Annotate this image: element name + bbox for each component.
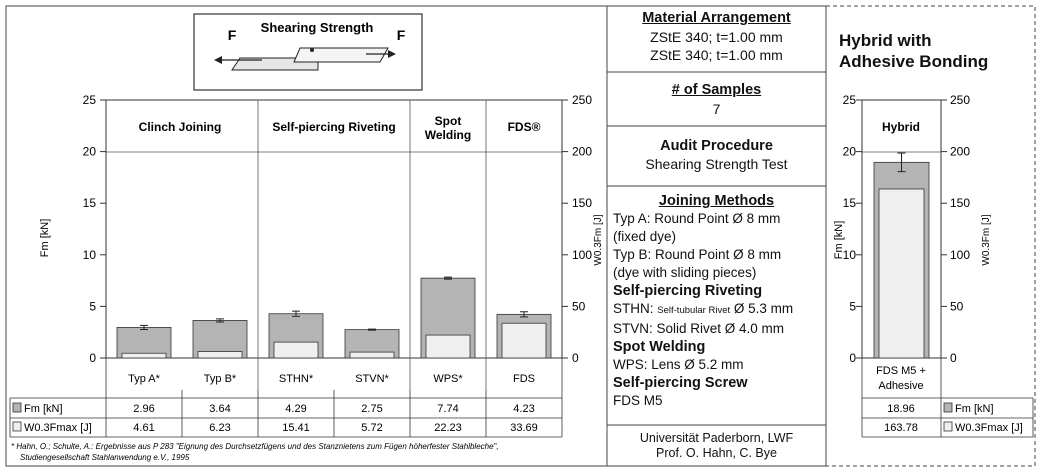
- bar-w0-3fmax: [426, 335, 470, 358]
- hybrid-row2-label: W0.3Fmax [J]: [955, 422, 1023, 434]
- clinch-a: Typ A: Round Point Ø 8 mm: [613, 211, 781, 226]
- sthn-small: Self-tubular Rivet: [657, 305, 731, 316]
- hybrid-w-value: 163.78: [884, 422, 918, 434]
- category-label: FDS: [513, 373, 535, 385]
- right-tick-label: 250: [572, 93, 593, 107]
- left-tick-label: 25: [82, 93, 96, 107]
- hybrid-heading-line2: Adhesive Bonding: [839, 52, 989, 71]
- group-label-fds: FDS®: [507, 120, 541, 134]
- right-tick-label: 100: [572, 247, 593, 262]
- credit-line1: Universität Paderborn, LWF: [639, 431, 794, 445]
- right-tick-label: 150: [572, 196, 593, 211]
- table-row2-label: W0.3Fmax [J]: [24, 422, 92, 434]
- footnote-line2: Studiengesellschaft Stahlanwendung e.V., 1995: [20, 453, 190, 462]
- credit-line2: Prof. O. Hahn, C. Bye: [656, 446, 777, 460]
- hybrid-group-label: Hybrid: [881, 120, 921, 134]
- category-label: WPS*: [433, 373, 463, 385]
- main-left-axis-label: Fm [kN]: [39, 218, 51, 258]
- screw-title: Self-piercing Screw: [613, 375, 748, 391]
- spr-title: Self-piercing Riveting: [613, 283, 763, 299]
- clinch-b: Typ B: Round Point Ø 8 mm: [613, 247, 782, 262]
- main-right-axis-label: W0.3Fm [J]: [593, 214, 604, 266]
- left-tick-label: 25: [842, 93, 856, 107]
- left-tick-label: 15: [842, 196, 856, 211]
- wps-line: WPS: Lens Ø 5.2 mm: [613, 357, 744, 372]
- legend-fm-swatch: [13, 403, 21, 412]
- right-tick-label: 200: [950, 144, 971, 159]
- left-tick-label: 0: [89, 351, 96, 365]
- samples-title: # of Samples: [671, 82, 762, 98]
- sthn-suffix: Ø 5.3 mm: [730, 301, 794, 316]
- table-w-value: 5.72: [361, 422, 383, 434]
- hybrid-left-ticks: [843, 93, 862, 365]
- methods-title: Joining Methods: [658, 193, 775, 209]
- left-tick-label: 20: [842, 144, 856, 159]
- bar-w0-3fmax: [502, 323, 546, 358]
- samples-value: 7: [712, 101, 721, 117]
- main-right-ticks: [562, 93, 592, 365]
- table-fm-value: 3.64: [209, 403, 231, 415]
- table-fm-value: 2.75: [361, 403, 383, 415]
- table-w-value: 22.23: [434, 422, 462, 434]
- upper-sheet: [294, 48, 388, 62]
- shear-test-diagram: [194, 14, 422, 90]
- category-label: Typ A*: [128, 373, 160, 385]
- hybrid-fm-value: 18.96: [887, 403, 915, 415]
- left-tick-label: 10: [842, 247, 856, 262]
- hybrid-heading-line1: Hybrid with: [839, 31, 932, 50]
- hybrid-category-line1: FDS M5 +: [876, 365, 926, 377]
- left-tick-label: 5: [849, 299, 856, 314]
- right-tick-label: 200: [572, 144, 593, 159]
- hybrid-category-line2: Adhesive: [878, 380, 924, 392]
- right-tick-label: 50: [572, 299, 586, 314]
- main-data-table: [10, 358, 562, 437]
- table-fm-value: 4.23: [513, 403, 535, 415]
- sthn-line: [613, 300, 825, 320]
- table-fm-value: 7.74: [437, 403, 459, 415]
- left-tick-label: 0: [849, 351, 856, 365]
- legend-w-swatch: [13, 422, 21, 431]
- force-left-label: F: [227, 27, 237, 43]
- category-label: STHN*: [278, 373, 314, 385]
- audit-title: Audit Procedure: [660, 138, 773, 154]
- bar-w0-3fmax: [350, 352, 394, 358]
- hybrid-left-axis-label: Fm [kN]: [833, 220, 845, 260]
- main-bar-chart: [39, 93, 604, 390]
- main-categories: [128, 373, 535, 385]
- spot-title: Spot Welding: [613, 339, 706, 355]
- group-label-spot-line2: Welding: [424, 128, 472, 142]
- main-table-values: [133, 403, 537, 434]
- table-w-value: 6.23: [209, 422, 231, 434]
- sthn-prefix: STHN:: [613, 301, 658, 316]
- hybrid-bars: [874, 153, 929, 358]
- group-label-spr: Self-piercing Riveting: [272, 120, 396, 134]
- right-tick-label: 100: [950, 247, 971, 262]
- bar-w0-3fmax: [879, 189, 924, 358]
- bar-w0-3fmax: [122, 353, 166, 358]
- right-tick-label: 0: [572, 351, 579, 365]
- group-label-spot-line1: Spot: [434, 114, 462, 128]
- left-tick-label: 20: [82, 144, 96, 159]
- hybrid-legend-fm-swatch: [944, 403, 952, 412]
- left-tick-label: 5: [89, 299, 96, 314]
- table-w-value: 15.41: [282, 422, 310, 434]
- clinch-b-note: (dye with sliding pieces): [613, 265, 757, 280]
- main-left-ticks: [83, 93, 106, 365]
- fds-line: FDS M5: [613, 393, 663, 408]
- hybrid-right-axis-label: W0.3Fm [J]: [981, 214, 992, 266]
- hybrid-data-table: [862, 398, 1033, 437]
- clinch-a-note: (fixed dye): [613, 229, 677, 244]
- hybrid-row1-label: Fm [kN]: [955, 403, 994, 415]
- methods-list: [613, 210, 825, 410]
- table-w-value: 4.61: [133, 422, 155, 434]
- hybrid-bar-chart: [833, 93, 992, 437]
- hybrid-panel-frame: [826, 6, 1035, 466]
- table-fm-value: 2.96: [133, 403, 155, 415]
- left-tick-label: 10: [82, 247, 96, 262]
- table-fm-value: 4.29: [285, 403, 307, 415]
- joint-point: [310, 48, 314, 52]
- right-tick-label: 50: [950, 299, 964, 314]
- table-row1-label: Fm [kN]: [24, 403, 63, 415]
- stvn-line: STVN: Solid Rivet Ø 4.0 mm: [613, 321, 785, 336]
- right-tick-label: 150: [950, 196, 971, 211]
- material-line2: ZStE 340; t=1.00 mm: [650, 47, 783, 63]
- hybrid-heading: [839, 30, 988, 72]
- force-right-label: F: [396, 27, 406, 43]
- left-tick-label: 15: [82, 196, 96, 211]
- bar-w0-3fmax: [274, 342, 318, 358]
- main-plot-frame: [106, 100, 562, 358]
- bar-w0-3fmax: [198, 352, 242, 358]
- group-label-clinch: Clinch Joining: [138, 120, 222, 134]
- right-tick-label: 250: [950, 93, 971, 107]
- hybrid-legend-w-swatch: [944, 422, 952, 431]
- material-title: Material Arrangement: [642, 10, 791, 26]
- table-w-value: 33.69: [510, 422, 538, 434]
- footnote-line1: * Hahn, O.; Schulte, A.: Ergebnisse aus P 283 "Eignung des Durchsetzfügens und des Stanznietens zum Fügen höherfester Stahlbleche",: [11, 442, 499, 451]
- diagram-title: Shearing Strength: [260, 20, 374, 35]
- hybrid-right-ticks: [941, 93, 970, 365]
- category-label: STVN*: [355, 373, 389, 385]
- right-tick-label: 0: [950, 351, 957, 365]
- category-label: Typ B*: [203, 373, 237, 385]
- audit-value: Shearing Strength Test: [645, 156, 788, 172]
- material-line1: ZStE 340; t=1.00 mm: [650, 29, 783, 45]
